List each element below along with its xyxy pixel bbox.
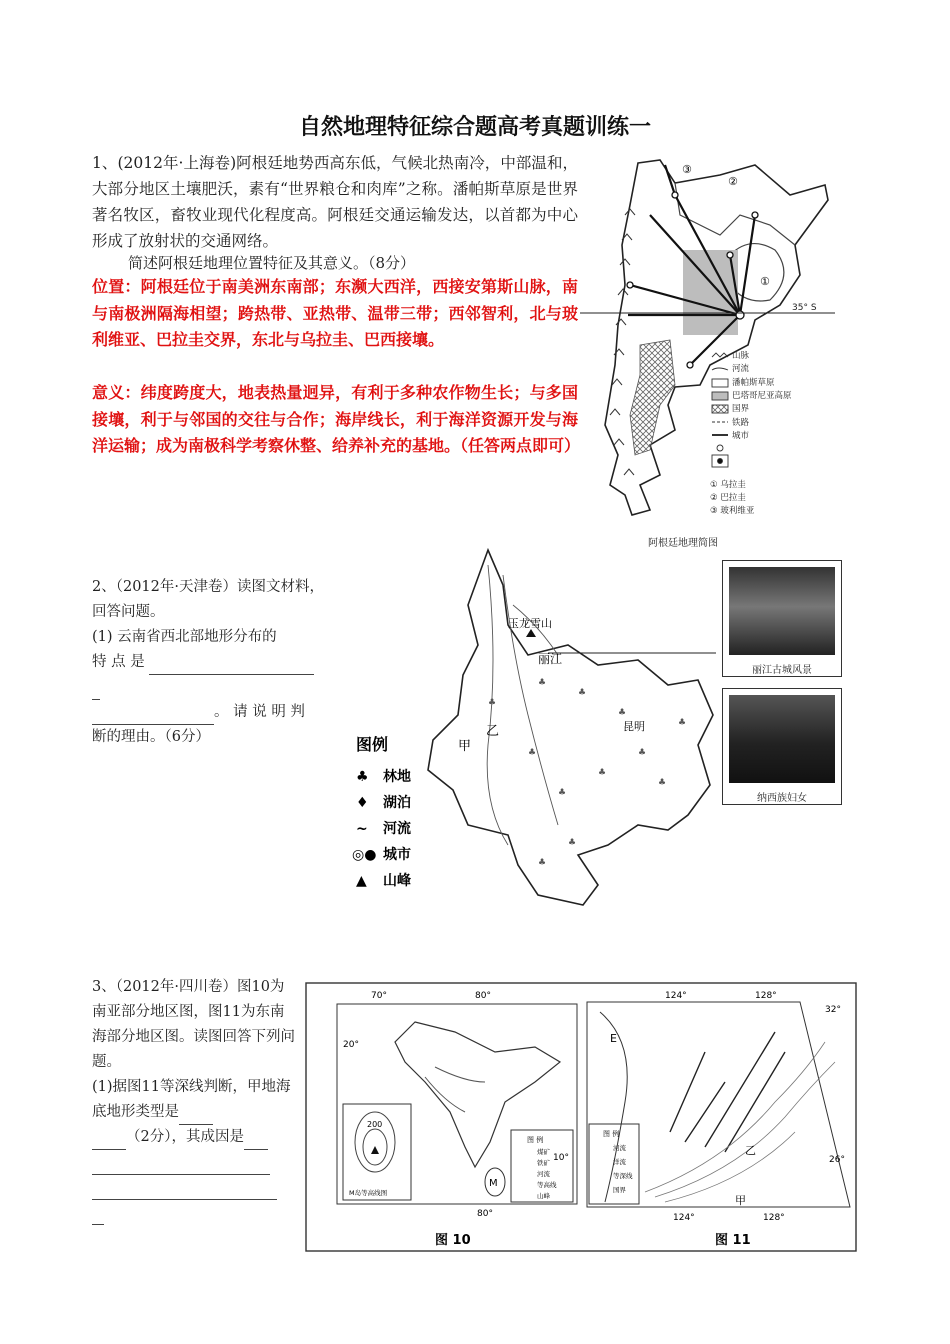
fig11-tick-32: 32° <box>825 1005 841 1015</box>
svg-text:♣: ♣ <box>356 769 369 785</box>
q3-answer-blank-4[interactable] <box>92 1158 270 1175</box>
q3-item1-b: （2分），其成因是 <box>126 1129 244 1145</box>
fig11-tick-128: 128° <box>755 991 777 1001</box>
fig10-legend-contour: 等高线 <box>537 1181 557 1189</box>
fig11-tick-128b: 128° <box>763 1213 785 1223</box>
fig11-label-yi: 乙 <box>745 1144 756 1157</box>
argentina-map <box>580 155 835 550</box>
svg-text:♣: ♣ <box>658 778 667 788</box>
fig11-tick-124b: 124° <box>673 1213 695 1223</box>
svg-text:♣: ♣ <box>538 678 547 688</box>
fig11-legend-current: 洋流 <box>613 1158 626 1166</box>
legend-bolivia: ③ 玻利维亚 <box>710 506 755 516</box>
q2-item1-b: 特 点 是 <box>92 654 145 670</box>
svg-text:♦: ♦ <box>356 795 369 811</box>
legend-patagonia: 巴塔哥尼亚高原 <box>732 391 792 401</box>
legend-pampas: 潘帕斯草原 <box>732 378 775 388</box>
lijiang-photo-caption: 丽江古城风景 <box>752 665 812 676</box>
legend-city: 城市 <box>383 847 411 863</box>
yunnan-legend-title: 图例 <box>356 735 389 754</box>
svg-text:▲: ▲ <box>356 873 367 889</box>
fig10-tick-70: 70° <box>371 991 387 1001</box>
q3-item1: (1)据图11等深线判断，甲地海底地形类型是 <box>92 1079 291 1120</box>
q1-answer-meaning: 意义：纬度跨度大，地表热量迥异，有利于多种农作物生长；与多国接壤，利于与邻国的交往与合作；海岸线长，利于海洋资源开发与海洋运输；成为南极科学考察休整、给养补充的基地。（任答两点即可） <box>92 383 581 455</box>
patagonia-area <box>630 340 675 455</box>
latitude-label: 35° S <box>792 303 817 313</box>
yunnan-forest-icons <box>488 678 686 868</box>
q2-answer-blank-1[interactable] <box>149 658 314 675</box>
map-legend <box>710 350 792 516</box>
legend-rivers: 河流 <box>732 364 750 374</box>
fig10-legend-iron: 铁矿 <box>537 1159 550 1167</box>
legend-lake: 湖泊 <box>383 795 411 811</box>
svg-text:~: ~ <box>356 821 368 837</box>
q1-text: 1、(2012年·上海卷)阿根廷地势西高东低，气候北热南冷，中部温和，大部分地区土壤肥沃，素有“世界粮仓和肉库”之称。潘帕斯草原是世界著名牧区，畜牧业现代化程度高。阿根廷交通运输发达，以首都为中心形成了放射状的交通网络。 <box>92 154 578 250</box>
yunnan-map <box>338 545 718 910</box>
page-title: 自然地理特征综合题高考真题训练一 <box>298 115 651 140</box>
svg-text:♣: ♣ <box>488 698 497 708</box>
yulong-label: 玉龙雪山 <box>508 617 552 630</box>
svg-text:♣: ♣ <box>598 768 607 778</box>
svg-text:♣: ♣ <box>558 788 567 798</box>
fig10-legend-peak: 山峰 <box>537 1192 550 1200</box>
label-yi: 乙 <box>486 724 500 739</box>
q2-answer-blank-2[interactable] <box>92 683 100 700</box>
fig11-label-e: E <box>610 1032 617 1045</box>
q3-header: 3、（2012年·四川卷）图10为南亚部分地区图，图11为东南海部分地区图。读图回答下列问题。 <box>92 979 295 1070</box>
q1-answer-position: 位置：阿根廷位于南美洲东南部；东濒大西洋，西接安第斯山脉，南与南极洲隔海相望；跨热带、亚热带、温带三带；西邻智利，北与玻利维亚、巴拉圭交界，东北与乌拉圭、巴西接壤。 <box>92 277 578 349</box>
fig11-caption: 图 11 <box>715 1233 751 1248</box>
fig10-legend-coal: 煤矿 <box>537 1148 550 1156</box>
legend-border: 国界 <box>732 404 750 414</box>
q2-header: 2、（2012年·天津卷）读图文材料，回答问题。 <box>92 579 324 620</box>
label-jia: 甲 <box>458 739 472 754</box>
argentina-map-caption: 阿根廷地理简图 <box>648 538 718 549</box>
svg-text:♣: ♣ <box>618 708 627 718</box>
q2-item1-a: (1) 云南省西北部地形分布的 <box>92 629 277 645</box>
q3-answer-blank-1[interactable] <box>179 1108 213 1125</box>
fig11-legend-river: 河流 <box>613 1144 626 1152</box>
fig10-tick-80b: 80° <box>477 1209 493 1219</box>
svg-text:♣: ♣ <box>578 688 587 698</box>
fig11-tick-26: 26° <box>829 1155 845 1165</box>
fig11-label-jia: 甲 <box>735 1194 746 1207</box>
legend-railway-2: 城市 <box>732 431 750 441</box>
q3-answer-blank-2[interactable] <box>92 1133 126 1150</box>
figures-10-11 <box>305 982 857 1252</box>
naxi-photo-frame <box>722 688 842 805</box>
yunnan-rivers <box>487 565 558 845</box>
q3-answer-blank-5[interactable] <box>92 1183 277 1200</box>
fig10-inset-caption: M岛等高线图 <box>349 1189 388 1197</box>
q3-answer-blank-6[interactable] <box>92 1208 104 1225</box>
fig11-legend-title: 图 例 <box>603 1130 620 1138</box>
fig10-island-label: M <box>489 1178 498 1189</box>
fig10-contour-label: 200 <box>367 1120 383 1129</box>
lijiang-photo <box>729 567 835 655</box>
naxi-photo-caption: 纳西族妇女 <box>757 793 807 804</box>
svg-text:◎●: ◎● <box>352 847 377 863</box>
lijiang-photo-frame <box>722 560 842 677</box>
fig10-caption: 图 10 <box>435 1233 471 1248</box>
kunming-label: 昆明 <box>623 720 645 733</box>
legend-paraguay: ② 巴拉圭 <box>710 493 746 503</box>
svg-text:♣: ♣ <box>528 748 537 758</box>
legend-river: 河流 <box>383 821 411 837</box>
svg-text:♣: ♣ <box>678 718 687 728</box>
svg-text:♣: ♣ <box>538 858 547 868</box>
fig10-tick-80: 80° <box>475 991 491 1001</box>
naxi-photo <box>729 695 835 783</box>
legend-peak: 山峰 <box>383 873 411 889</box>
legend-uruguay: ① 乌拉圭 <box>710 480 746 490</box>
yunnan-legend <box>352 735 411 889</box>
svg-text:♣: ♣ <box>638 748 647 758</box>
fig11-legend-isobath: 等深线 <box>613 1172 633 1180</box>
fig11-legend-border: 国界 <box>613 1186 626 1194</box>
q3-block <box>92 975 297 1225</box>
legend-mountains: 山脉 <box>732 351 750 361</box>
fig11-tick-124: 124° <box>665 991 687 1001</box>
fig10-legend-title: 图 例 <box>527 1136 544 1144</box>
region-label-1: ① <box>760 275 770 288</box>
region-label-2: ② <box>728 175 738 188</box>
fig10-map <box>337 991 577 1248</box>
q2-item1-c: 。 请 说 明 判 断的理由。（6分） <box>92 704 305 745</box>
fig10-legend-river: 河流 <box>537 1170 550 1178</box>
fig11-map <box>587 991 850 1248</box>
legend-railway: 铁路 <box>732 418 750 428</box>
q2-block <box>92 575 324 750</box>
svg-text:♣: ♣ <box>568 838 577 848</box>
q1-prompt: 简述阿根廷地理位置特征及其意义。（8分） <box>128 254 416 272</box>
legend-forest: 林地 <box>383 769 411 785</box>
yulong-peak-marker <box>526 629 536 637</box>
fig10-tick-10: 10° <box>553 1153 569 1163</box>
lijiang-label: 丽江 <box>538 652 563 666</box>
region-label-3: ③ <box>682 163 692 176</box>
q3-answer-blank-3[interactable] <box>244 1133 268 1150</box>
q2-answer-blank-3[interactable] <box>92 708 214 725</box>
fig10-tick-20: 20° <box>343 1040 359 1050</box>
